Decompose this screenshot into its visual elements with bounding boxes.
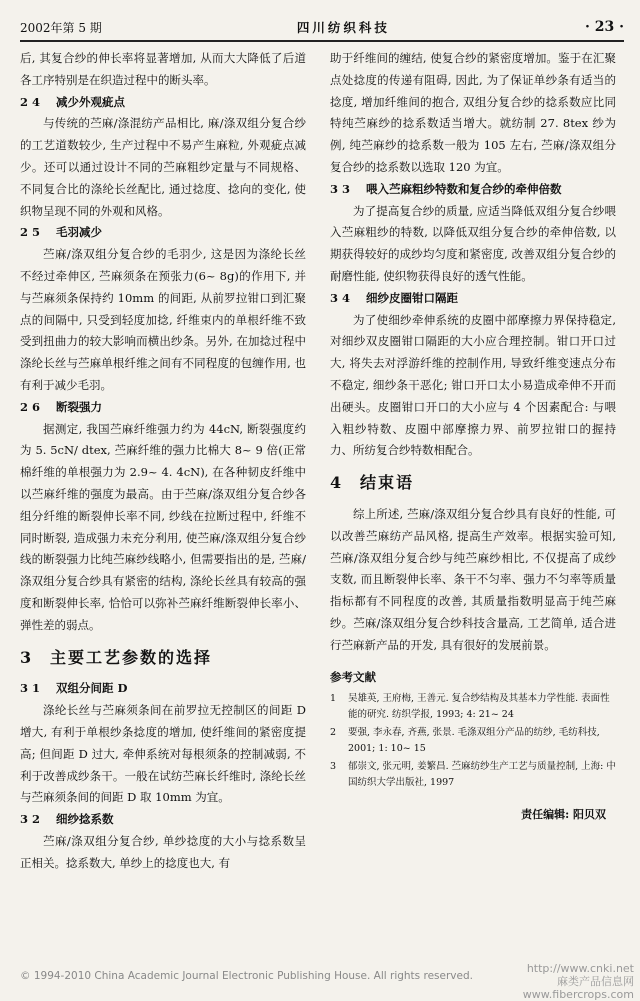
copyright-notice: © 1994-2010 China Academic Journal Electronic Publishing House. All rights reserved. [20,970,473,982]
paragraph: 苎麻/涤双组分复合纱, 单纱捻度的大小与捻系数呈正相关。捻系数大, 单纱上的捻度也大, 有 [20,833,306,870]
responsible-editor: 责任编辑: 阳贝双 [521,808,606,822]
section-heading-4: 4 结束语 [330,473,415,493]
paragraph: 后, 其复合纱的伸长率将显著增加, 从而大大降低了后道各工序特别是在织造过程中的断头率。 [20,51,306,87]
left-column [20,48,306,874]
section-heading-3-1: 3 1 双组分间距 D [20,681,128,696]
article-body [20,48,628,948]
section-heading-3-2: 3 2 细纱捻系数 [20,812,114,827]
page-number: · 23 · [585,19,624,35]
paragraph: 助于纤维间的缠结, 使复合纱的紧密度增加。鉴于在汇聚点处捻度的传递有阻碍, 因此, 为了保证单纱条有适当的捻度, 增加纤维间的抱合, 双组分复合纱的捻系数应比同特纯苎麻纱的捻系数适当增大。就纺制 27. 8tex 纱为例, 纯苎麻纱的捻系数一般为 105 左右, 苎麻/涤双组分复合纱的捻系数以选取 120 为宜。 [330,51,616,174]
right-column [330,48,616,826]
site-link: http://www.cnki.net [526,962,634,975]
journal-name: 四川纺织科技 [296,20,390,35]
references-heading: 参考文献 [330,669,376,684]
paragraph: 为了使细纱牵伸系统的皮圈中部摩擦力界保持稳定, 对细纱双皮圈钳口隔距的大小应合理控制。钳口开口过大, 将失去对浮游纤维的控制作用, 导致纤维变速点分布不稳定, 细纱条干恶化; 钳口开口太小易造成牵伸不开而出硬头。皮圈钳口开口的大小应与 4 个因素配合: 与喂入粗纱特数、皮圈中部摩擦力界、前罗拉钳口的握持力、所纺复合纱特数相配合。 [330,312,616,458]
paragraph: 综上所述, 苎麻/涤双组分复合纱具有良好的性能, 可以改善苎麻纺产品风格, 提高生产效率。根据实验可知, 苎麻/涤双组分复合纱与纯苎麻纱相比, 不仅提高了成纱支数, 而且断裂伸长率、条干不匀率、强力不匀率等质量指标都有不同程度的改善, 其质量指数明显高于纯苎麻纱。苎麻/涤双组分复合纱科技含量高, 工艺简单, 适合进行苎麻新产品的开发, 具有很好的发展前景。 [330,506,616,652]
section-heading-3-4: 3 4 细纱皮圈钳口隔距 [330,290,458,305]
section-heading-2-6: 2 6 断裂强力 [20,399,102,414]
reference-item: 1 吴雄英, 王府梅, 王善元. 复合纱结构及其基本力学性能. 表面性能的研究. 纺织学报, 1993; 4: 21~ 24 [330,693,610,720]
section-heading-3-3: 3 3 喂入苎麻粗纱特数和复合纱的牵伸倍数 [330,181,562,196]
section-heading-2-4: 2 4 减少外观疵点 [20,94,125,109]
footer [0,962,640,1001]
paragraph: 为了提高复合纱的质量, 应适当降低双组分复合纱喂入苎麻粗纱的特数, 以降低双组分复合纱的牵伸倍数, 以期获得较好的成纱均匀度和紧密度, 改善双组分复合纱的耐磨性能, 使织物获得良好的透气性能。 [330,203,616,283]
reference-item: 2 要强, 李永春, 齐燕, 张景. 毛涤双组分产品的纺纱, 毛纺科技, 2001; 1: 10~ 15 [330,727,600,754]
paragraph: 涤纶长丝与苎麻须条间在前罗拉无控制区的间距 D 增大, 有利于单根纱条捻度的增加, 使纤维间的紧密度提高; 但间距 D 过大, 牵伸系统对每根须条的控制减弱, 不利于改善成纱条干。一般在试纺苎麻长纤维时, 涤纶长丝与苎麻须条间的间距 D 取 10mm 为宜。 [20,703,306,805]
site-name: 麻类产品信息网 [557,975,634,988]
reference-item: 3 郁崇文, 张元明, 姜繁昌. 苎麻纺纱生产工艺与质量控制, 上海: 中国纺织大学出版社, 1997 [330,761,616,788]
site-link: www.fibercrops.com [522,988,634,1001]
paragraph: 与传统的苎麻/涤混纺产品相比, 麻/涤双组分复合纱的工艺道数较少, 生产过程中不易产生麻粒, 外观疵点减少。还可以通过设计不同的苎麻粗纱定量与不同规格、不同复合比的涤纶长丝配比, 通过捻度、捻向的变化, 使织物呈现不同的外观和风格。 [20,116,306,218]
watermark-sites [523,962,634,1001]
running-header [20,14,624,42]
paragraph: 据测定, 我国苎麻纤维强力约为 44cN, 断裂强度约为 5. 5cN/ dtex, 苎麻纤维的强力比棉大 8~ 9 倍(正常棉纤维的单根强力为 2.9~ 4. 4cN), 在各种韧皮纤维中以苎麻纤维的强度为最高。由于苎麻/涤双组分复合纱各组分纤维的断裂伸长率不同, 纱线在拉断过程中, 纤维不同时断裂, 造成强力未充分利用, 使苎麻/涤双组分复合纱线的断裂强力比纯苎麻纱线略小, 但需要指出的是, 苎麻/涤双组分复合纱具有紧密的结构, 涤纶长丝具有较高的强度和断裂伸长率, 恰恰可以弥补苎麻纤维断裂伸长率小、弹性差的弱点。 [20,421,306,632]
issue-label: 2002年第 5 期 [20,20,102,35]
paragraph: 苎麻/涤双组分复合纱的毛羽少, 这是因为涤纶长丝不经过牵伸区, 苎麻须条在预张力(6~ 8g)的作用下, 并与苎麻须条保持约 10mm 的间距, 从前罗拉钳口到汇聚点的间隔中, 只受到轻度加捻, 纤维束内的单根纤维不致受到扭曲力的较大影响而横出纱条。另外, 在加捻过程中涤纶长丝与苎麻单根纤维之间有不同程度的包缠作用, 也有利于减少毛羽。 [20,247,306,392]
section-heading-2-5: 2 5 毛羽减少 [20,225,102,240]
section-heading-3: 3 主要工艺参数的选择 [20,647,213,667]
